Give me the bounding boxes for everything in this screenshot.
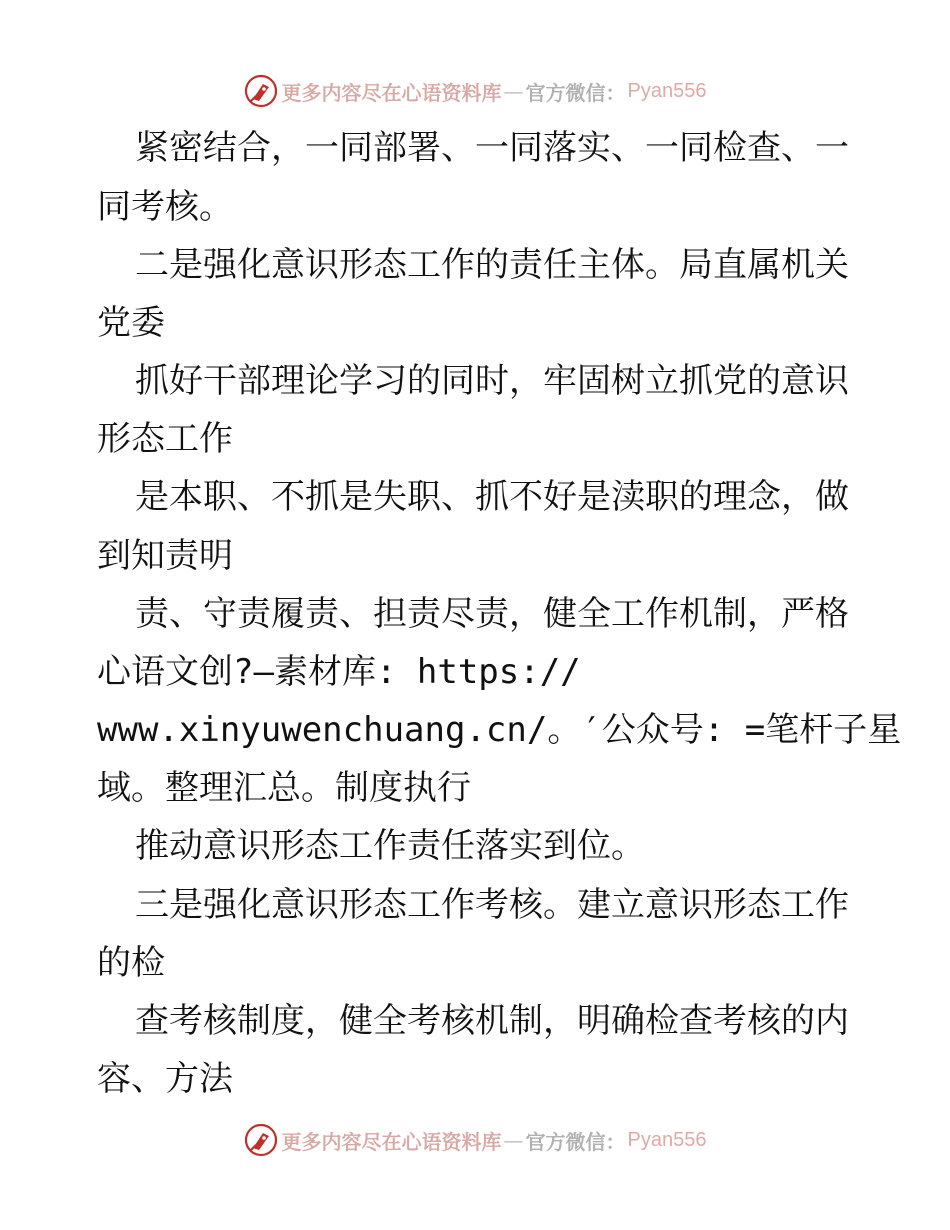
body-line: 推动意识形态工作责任落实到位。	[135, 826, 645, 866]
banner-wechat-label: 官方微信：	[525, 80, 626, 105]
pen-nib-logo-icon	[244, 1123, 278, 1157]
banner-main-text: 更多内容尽在心语资料库	[281, 1129, 502, 1154]
body-line: 三是强化意识形态工作考核。建立意识形态工作	[135, 885, 849, 925]
body-line: 容、方法	[97, 1059, 233, 1099]
body-line: 紧密结合，一同部署、一同落实、一同检查、一	[135, 128, 849, 168]
banner-inner	[244, 1123, 707, 1157]
body-line: 二是强化意识形态工作的责任主体。局直属机关	[135, 245, 849, 285]
body-line: 查考核制度，健全考核机制，明确检查考核的内	[135, 1001, 849, 1041]
banner-dash: —	[503, 1128, 524, 1152]
body-line: 同考核。	[97, 187, 233, 227]
body-line: 形态工作	[97, 419, 233, 459]
body-line: 心语文创?—素材库: https://	[97, 652, 581, 692]
body-line: 抓好干部理论学习的同时，牢固树立抓党的意识	[135, 361, 849, 401]
body-line: www.xinyuwenchuang.cn/。′公众号: =笔杆子星	[97, 710, 902, 750]
body-line: 党委	[97, 303, 165, 343]
body-line: 责、守责履责、担责尽责，健全工作机制，严格	[135, 594, 849, 634]
body-line: 到知责明	[97, 536, 233, 576]
body-line: 域。整理汇总。制度执行	[97, 768, 471, 808]
footer-watermark-banner	[0, 1120, 950, 1160]
body-line: 的检	[97, 943, 165, 983]
pen-nib-logo-icon	[244, 74, 278, 108]
banner-main-text: 更多内容尽在心语资料库	[281, 80, 502, 105]
banner-wechat-label: 官方微信：	[525, 1129, 626, 1154]
banner-dash: —	[503, 79, 524, 103]
body-line: 是本职、不抓是失职、抓不好是渎职的理念，做	[135, 477, 849, 517]
banner-inner	[244, 74, 707, 108]
header-watermark-banner	[0, 71, 950, 111]
banner-wechat-id: Pyan556	[627, 1128, 707, 1151]
banner-wechat-id: Pyan556	[627, 79, 707, 102]
